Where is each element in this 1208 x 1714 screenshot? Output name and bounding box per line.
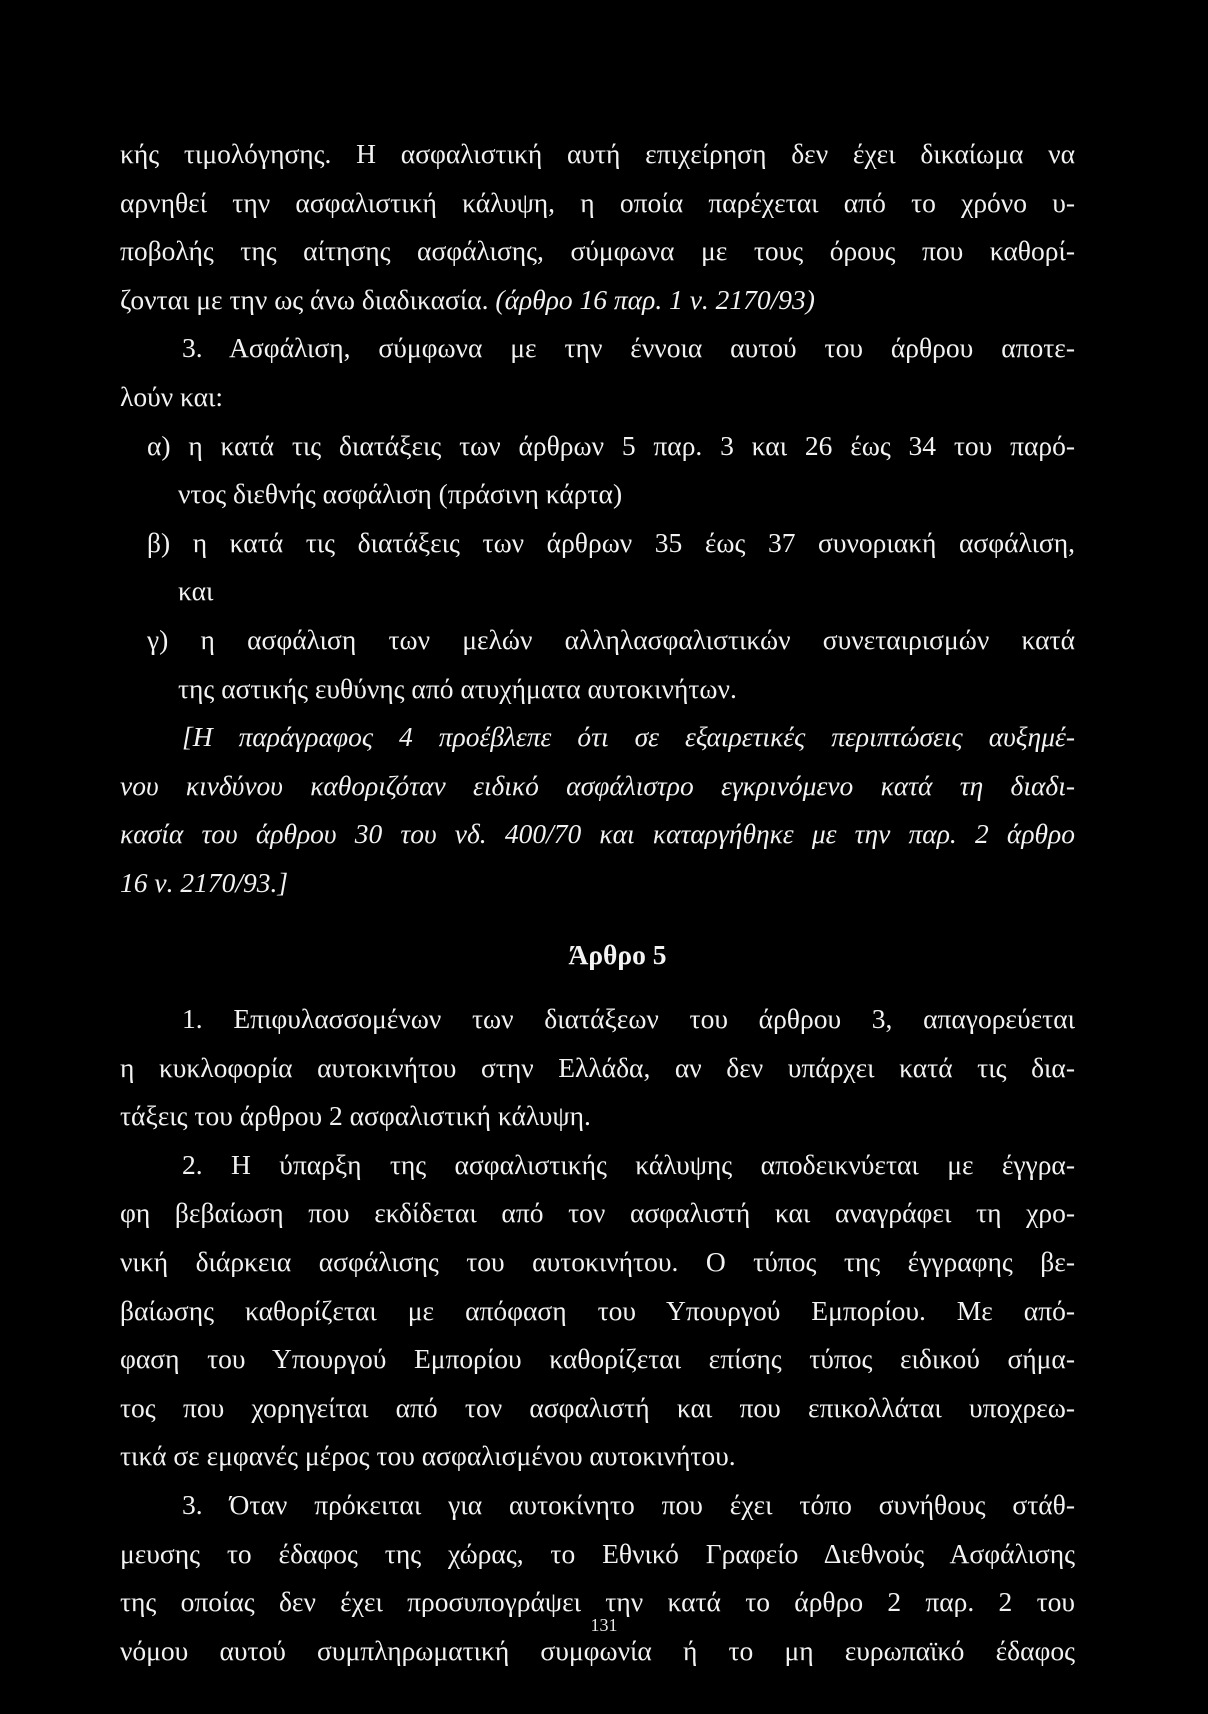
list-item-c: γ) η ασφάλιση των μελών αλληλασφαλιστικών συνεταιρισμών κατά (147, 623, 1075, 655)
paragraph-line: νική διάρκεια ασφάλισης του αυτοκινήτου. Ο τύπος της έγγραφης βε- (120, 1246, 1075, 1278)
paragraph-line: της οποίας δεν έχει προσυπογράψει την κατά το άρθρο 2 παρ. 2 του (120, 1586, 1075, 1618)
editorial-note-line: κασία του άρθρου 30 του νδ. 400/70 και καταργήθηκε με την παρ. 2 άρθρο (120, 818, 1075, 850)
paragraph-line: ποβολής της αίτησης ασφάλισης, σύμφωνα με τους όρους που καθορί- (120, 235, 1075, 267)
paragraph-line: τος που χορηγείται από τον ασφαλιστή και που επικολλάται υποχρεω- (120, 1391, 1075, 1423)
paragraph-line: φη βεβαίωση που εκδίδεται από τον ασφαλιστή και αναγράφει τη χρο- (120, 1197, 1075, 1229)
paragraph-line: 3. Όταν πρόκειται για αυτοκίνητο που έχει τόπο συνήθους στάθ- (182, 1489, 1075, 1521)
body-text (120, 130, 1075, 1675)
paragraph-line (120, 276, 1075, 325)
paragraph-line: λούν και: (120, 380, 224, 412)
paragraph-line: φαση του Υπουργού Εμπορίου καθορίζεται επίσης τύπος ειδικού σήμα- (120, 1343, 1075, 1375)
paragraph-line: 1. Επιφυλασσομένων των διατάξεων του άρθρου 3, απαγορεύεται (182, 1003, 1075, 1035)
editorial-note-line: 16 ν. 2170/93.] (120, 866, 289, 898)
paragraph-line: η κυκλοφορία αυτοκινήτου στην Ελλάδα, αν δεν υπάρχει κατά τις δια- (120, 1051, 1075, 1083)
paragraph-line: τάξεις του άρθρου 2 ασφαλιστική κάλυψη. (120, 1100, 591, 1132)
paragraph-line: μευσης το έδαφος της χώρας, το Εθνικό Γραφείο Διεθνούς Ασφάλισης (120, 1537, 1075, 1569)
article-heading: Άρθρο 5 (568, 938, 667, 970)
paragraph-line: 3. Ασφάλιση, σύμφωνα με την έννοια αυτού του άρθρου αποτε- (182, 332, 1075, 364)
page-number: 131 (590, 1615, 618, 1635)
editorial-note-line: νου κινδύνου καθοριζόταν ειδικό ασφάλιστρο εγκρινόμενο κατά τη διαδι- (120, 769, 1075, 801)
citation: (άρθρο 16 παρ. 1 ν. 2170/93) (495, 283, 815, 315)
editorial-note-line: [Η παράγραφος 4 προέβλεπε ότι σε εξαιρετικές περιπτώσεις αυξημέ- (182, 721, 1075, 753)
paragraph-line: αρνηθεί την ασφαλιστική κάλυψη, η οποία παρέχεται από το χρόνο υ- (120, 186, 1075, 218)
paragraph-line: βαίωσης καθορίζεται με απόφαση του Υπουργού Εμπορίου. Με από- (120, 1294, 1075, 1326)
paragraph-text: ζονται με την ως άνω διαδικασία. (120, 283, 489, 315)
list-item-c-cont: της αστικής ευθύνης από ατυχήματα αυτοκινήτων. (178, 672, 737, 704)
paragraph-line: 2. Η ύπαρξη της ασφαλιστικής κάλυψης αποδεικνύεται με έγγρα- (182, 1148, 1075, 1180)
paragraph-line: κής τιμολόγησης. Η ασφαλιστική αυτή επιχείρηση δεν έχει δικαίωμα να (120, 138, 1075, 169)
list-item-b-cont: και (178, 575, 214, 607)
paragraph-line: νόμου αυτού συμπληρωματική συμφωνία ή το μη ευρωπαϊκό έδαφος (120, 1634, 1075, 1666)
list-item-b: β) η κατά τις διατάξεις των άρθρων 35 έως 37 συνοριακή ασφάλιση, (147, 526, 1075, 558)
paragraph-line: τικά σε εμφανές μέρος του ασφαλισμένου αυτοκινήτου. (120, 1440, 736, 1472)
list-item-a-cont: ντος διεθνής ασφάλιση (πράσινη κάρτα) (178, 478, 623, 510)
list-item-a: α) η κατά τις διατάξεις των άρθρων 5 παρ. 3 και 26 έως 34 του παρό- (147, 429, 1075, 461)
